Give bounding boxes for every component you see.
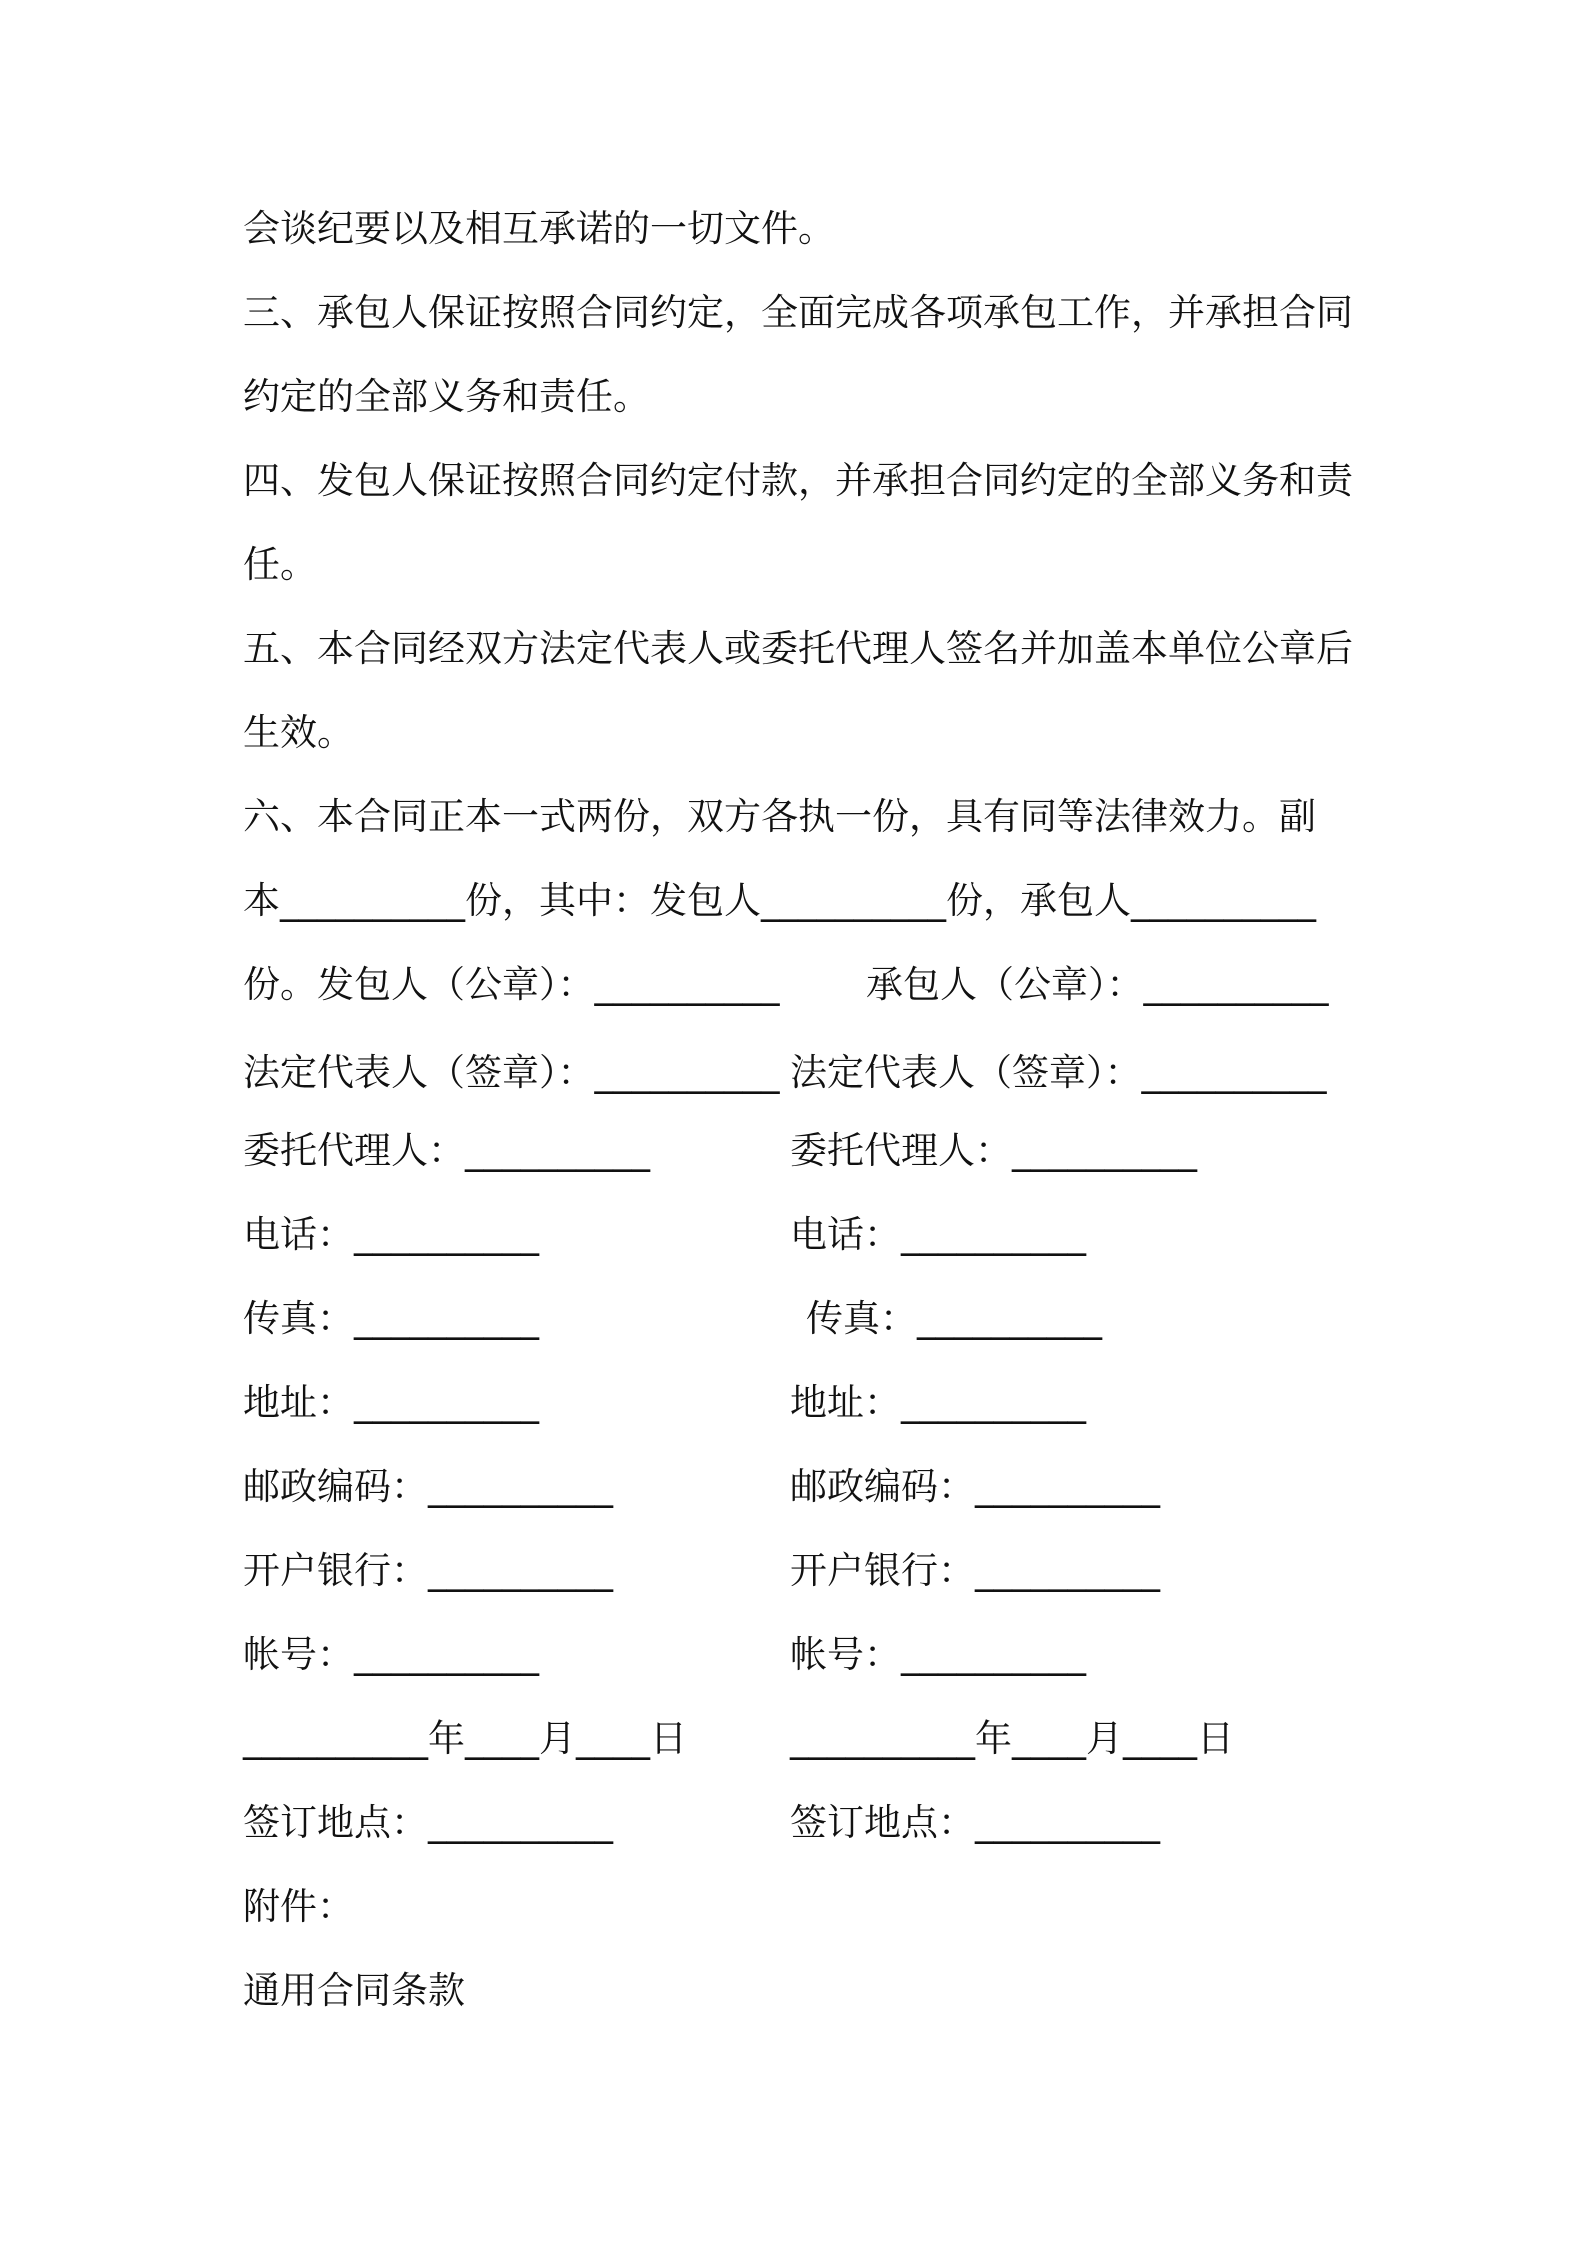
left-postal-code: 邮政编码：__________ — [243, 1465, 613, 1508]
paragraph-line: 四、发包人保证按照合同约定付款，并承担合同约定的全部义务和责 — [243, 459, 1353, 502]
left-agent: 委托代理人：__________ — [243, 1129, 650, 1172]
right-phone: 电话：__________ — [790, 1213, 1086, 1256]
paragraph-line: 约定的全部义务和责任。 — [243, 375, 650, 418]
paragraph-line: 会谈纪要以及相互承诺的一切文件。 — [243, 207, 835, 250]
paragraph-line: 本__________份，其中：发包人__________份，承包人__________ — [243, 879, 1316, 922]
left-account: 帐号：__________ — [243, 1633, 539, 1676]
paragraph-line: 三、承包人保证按照合同约定，全面完成各项承包工作，并承担合同 — [243, 291, 1353, 334]
right-account: 帐号：__________ — [790, 1633, 1086, 1676]
left-address: 地址：__________ — [243, 1381, 539, 1424]
right-legal-rep: 法定代表人（签章）：__________ — [790, 1051, 1327, 1094]
right-agent: 委托代理人：__________ — [790, 1129, 1197, 1172]
left-signing-place: 签订地点：__________ — [243, 1801, 613, 1844]
right-bank: 开户银行：__________ — [790, 1549, 1160, 1592]
right-date: __________年____月____日 — [790, 1717, 1234, 1760]
attachment-title: 通用合同条款 — [243, 1969, 465, 2012]
right-postal-code: 邮政编码：__________ — [790, 1465, 1160, 1508]
left-fax: 传真：__________ — [243, 1297, 539, 1340]
paragraph-line: 生效。 — [243, 711, 354, 754]
left-phone: 电话：__________ — [243, 1213, 539, 1256]
paragraph-line: 五、本合同经双方法定代表人或委托代理人签名并加盖本单位公章后 — [243, 627, 1353, 670]
left-legal-rep: 法定代表人（签章）：__________ — [243, 1051, 780, 1094]
right-signing-place: 签订地点：__________ — [790, 1801, 1160, 1844]
paragraph-line: 任。 — [243, 543, 317, 586]
employer-seal-line: 份。发包人（公章）：__________ — [243, 963, 780, 1006]
attachment-label: 附件： — [243, 1885, 354, 1928]
paragraph-line: 六、本合同正本一式两份，双方各执一份，具有同等法律效力。副 — [243, 795, 1316, 838]
left-bank: 开户银行：__________ — [243, 1549, 613, 1592]
contractor-seal-line: 承包人（公章）：__________ — [866, 963, 1329, 1006]
right-address: 地址：__________ — [790, 1381, 1086, 1424]
right-fax: 传真：__________ — [806, 1297, 1102, 1340]
left-date: __________年____月____日 — [243, 1717, 687, 1760]
